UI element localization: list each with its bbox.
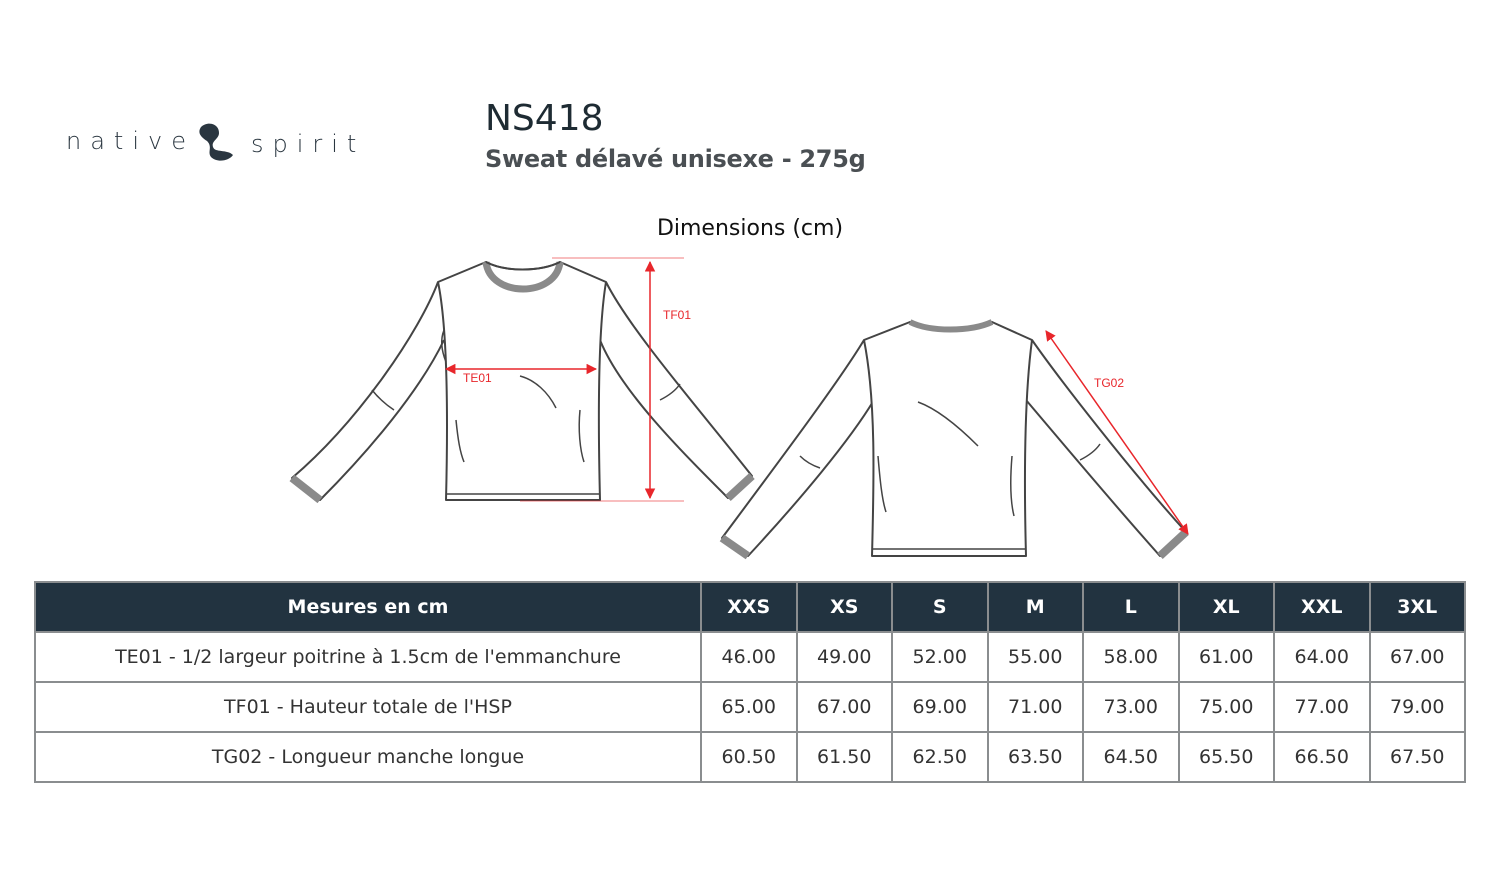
size-header: XL xyxy=(1179,582,1275,632)
table-cell: 64.50 xyxy=(1083,732,1179,782)
size-header: XS xyxy=(797,582,893,632)
product-code: NS418 xyxy=(485,98,604,139)
size-header: M xyxy=(988,582,1084,632)
size-header: L xyxy=(1083,582,1179,632)
table-row xyxy=(35,682,1465,732)
table-cell: 79.00 xyxy=(1370,682,1466,732)
table-cell: 58.00 xyxy=(1083,632,1179,682)
back-sweatshirt-sketch xyxy=(722,322,1186,556)
row-label: TE01 - 1/2 largeur poitrine à 1.5cm de l'emmanchure xyxy=(35,632,701,682)
table-cell: 64.00 xyxy=(1274,632,1370,682)
table-cell: 61.00 xyxy=(1179,632,1275,682)
table-cell: 62.50 xyxy=(892,732,988,782)
table-cell: 67.50 xyxy=(1370,732,1466,782)
table-cell: 75.00 xyxy=(1179,682,1275,732)
table-cell: 61.50 xyxy=(797,732,893,782)
table-cell: 63.50 xyxy=(988,732,1084,782)
dimensions-title: Dimensions (cm) xyxy=(656,216,844,241)
table-cell: 69.00 xyxy=(892,682,988,732)
table-cell: 55.00 xyxy=(988,632,1084,682)
table-cell: 77.00 xyxy=(1274,682,1370,732)
table-cell: 65.00 xyxy=(701,682,797,732)
brand-word-left: native xyxy=(66,127,195,155)
size-header: S xyxy=(892,582,988,632)
table-cell: 67.00 xyxy=(1370,632,1466,682)
product-name: Sweat délavé unisexe - 275g xyxy=(485,145,866,173)
row-label: TF01 - Hauteur totale de l'HSP xyxy=(35,682,701,732)
size-header: 3XL xyxy=(1370,582,1466,632)
table-cell: 46.00 xyxy=(701,632,797,682)
size-header: XXL xyxy=(1274,582,1370,632)
table-cell: 73.00 xyxy=(1083,682,1179,732)
table-cell: 60.50 xyxy=(701,732,797,782)
table-cell: 71.00 xyxy=(988,682,1084,732)
tg02-label: TG02 xyxy=(1094,376,1125,390)
brand-word-right: spirit xyxy=(250,130,366,158)
table-row xyxy=(35,732,1465,782)
table-row xyxy=(35,632,1465,682)
table-cell: 65.50 xyxy=(1179,732,1275,782)
table-header-row xyxy=(35,582,1465,632)
te01-label: TE01 xyxy=(463,371,492,385)
size-chart-table xyxy=(34,581,1466,783)
row-label: TG02 - Longueur manche longue xyxy=(35,732,701,782)
table-cell: 67.00 xyxy=(797,682,893,732)
size-header: XXS xyxy=(701,582,797,632)
table-cell: 52.00 xyxy=(892,632,988,682)
front-sweatshirt-sketch xyxy=(292,262,752,500)
header-label-cell: Mesures en cm xyxy=(35,582,701,632)
table-cell: 66.50 xyxy=(1274,732,1370,782)
table-cell: 49.00 xyxy=(797,632,893,682)
tf01-label: TF01 xyxy=(663,308,692,322)
